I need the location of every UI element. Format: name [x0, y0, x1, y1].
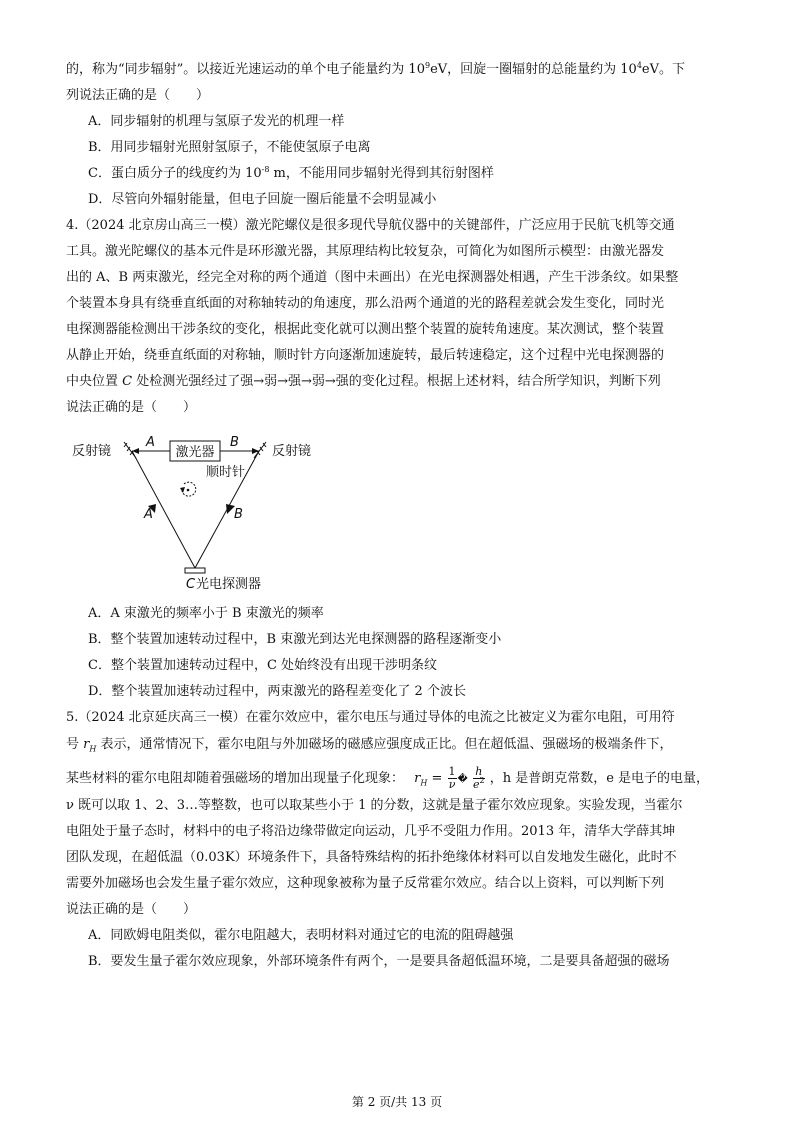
q5-stem-line-8: 说法正确的是（ ） — [66, 902, 197, 917]
q5-stem-line-3 — [66, 766, 730, 792]
fraction-h-over-e2 — [473, 766, 485, 791]
q5-stem-line-7: 需要外加磁场也会发生量子霍尔效应，这种现象被称为量子反常霍尔效应。结合以上资料，可以判断下列 — [66, 876, 665, 891]
q5-stem-line-4: ν 既可以取 1、2、3…等整数，也可以取某些小于 1 的分数，这就是量子霍尔效应现象。实验发现，当霍尔 — [66, 798, 683, 813]
formula-r: r — [414, 771, 421, 786]
numerator: 1 — [448, 766, 456, 778]
q3-option-b: B．用同步辐射光照射氢原子，不能使氢原子电离 — [88, 140, 371, 155]
formula-equals: = — [427, 771, 447, 786]
q4-option-c: C．整个装置加速转动过程中，C 处始终没有出现干涉明条纹 — [88, 658, 438, 673]
text-segment: 号 — [66, 737, 84, 752]
text-segment: C — [122, 374, 133, 389]
q3-option-d: D．尽管向外辐射能量，但电子回旋一圈后能量不会明显减小 — [88, 192, 437, 207]
q5-option-b: B．要发生量子霍尔效应现象，外部环境条件有两个，一是要具备超低温环境，二是要具备超强的磁场 — [88, 954, 670, 969]
page-number-footer: 第 2 页/共 13 页 — [351, 1095, 443, 1109]
q4-stem-line-6: 从静止开始，绕垂直纸面的对称轴，顺时针方向逐渐加速旋转，最后转速稳定，这个过程中光电探测器的 — [66, 348, 665, 363]
text-segment: m，不能用同步辐射光得到其衍射图样 — [269, 166, 494, 181]
mirror-left-label: 反射镜 — [72, 444, 112, 459]
text-segment: eV。下 — [641, 62, 686, 77]
clockwise-rotation-icon — [180, 482, 196, 496]
q3-option-c — [88, 165, 728, 183]
detector-letter: C — [186, 577, 196, 592]
text-segment: 表示，通常情况下，霍尔电阻与外加磁场的磁感应强度成正比。但在超低温、强磁场的极端条件下， — [96, 737, 673, 752]
exponent: 9 — [424, 61, 431, 70]
fraction-one-over-nu — [448, 766, 457, 791]
q3-stem-line-2: 列说法正确的是（ ） — [66, 88, 210, 103]
q4-stem-line-5: 电探测器能检测出干涉条纹的变化，根据此变化就可以测出整个装置的旋转角速度。某次测试，整个装置 — [66, 322, 665, 337]
formula-dot: � — [457, 774, 468, 785]
q5-stem-line-2 — [66, 736, 730, 759]
beam-b-label-top: B — [230, 435, 239, 450]
q5-option-a: A．同欧姆电阻类似，霍尔电阻越大，表明材料对通过它的电流的阻碍越强 — [88, 928, 514, 943]
text-segment: eV，回旋一圈辐射的总能量约为 10 — [430, 62, 637, 77]
denominator-exponent: 2 — [479, 776, 485, 785]
rotation-label: 顺时针 — [206, 465, 246, 480]
denominator — [472, 776, 485, 791]
hall-resistance-formula — [414, 766, 490, 791]
q5-stem-line-5: 电阻处于量子态时，材料中的电子将沿边缘带做定向运动，几乎不受阻力作用。2013 年，清华大学薛其坤 — [66, 824, 676, 839]
q4-stem-line-1: 4.（2024 北京房山高三一模）激光陀螺仪是很多现代导航仪器中的关键部件，广泛应用于民航飞机等交通 — [66, 218, 675, 233]
mirror-right-label: 反射镜 — [272, 444, 312, 459]
q4-option-b: B．整个装置加速转动过程中，B 束激光到达光电探测器的路程逐渐变小 — [88, 632, 502, 647]
denominator-base: e — [472, 778, 480, 791]
q4-option-d: D．整个装置加速转动过程中，两束激光的路程差变化了 2 个波长 — [88, 684, 466, 699]
q3-stem-line-1 — [66, 61, 730, 79]
beam-a-label-side: A — [144, 507, 153, 522]
q4-stem-line-2: 工具。激光陀螺仪的基本元件是环形激光器，其原理结构比较复杂，可简化为如图所示模型：由激光器发 — [66, 244, 665, 259]
beam-a-label-top: A — [146, 435, 155, 450]
q5-stem-line-6: 团队发现，在超低温（0.03K）环境条件下，具备特殊结构的拓扑绝缘体材料可以自发地发生磁化，此时不 — [66, 850, 677, 865]
text-segment: ，h 是普朗克常数，e 是电子的电量， — [489, 771, 710, 786]
detector-label: 光电探测器 — [196, 577, 262, 592]
q4-stem-line-4: 个装置本身具有绕垂直纸面的对称轴转动的角速度，那么沿两个通道的光的路程差就会发生变化，同时光 — [66, 296, 665, 311]
denominator: ν — [448, 778, 456, 791]
q5-stem-line-1: 5.（2024 北京延庆高三一模）在霍尔效应中，霍尔电压与通过导体的电流之比被定义为霍尔电阻，可用符 — [66, 710, 675, 725]
text-segment: 某些材料的霍尔电阻却随着强磁场的增加出现量子化现象： — [66, 771, 405, 786]
q4-stem-line-3: 出的 A、B 两束激光，经完全对称的两个通道（图中未画出）在光电探测器处相遇，产生干涉条纹。如果整 — [66, 270, 679, 285]
text-segment: 中央位置 — [66, 374, 123, 389]
text-segment: 的，称为“同步辐射”。以接近光速运动的单个电子能量约为 10 — [66, 62, 425, 77]
formula-subscript: H — [420, 778, 428, 788]
symbol-r: r — [83, 737, 90, 752]
beam-a-diagonal — [132, 451, 195, 568]
text-segment: 处检测光强经过了强→弱→强→弱→强的变化过程。根据上述材料，结合所学知识，判断下列 — [132, 374, 661, 389]
detector-box — [185, 568, 205, 573]
mirror-right-hatch — [254, 442, 266, 458]
laser-label: 激光器 — [175, 445, 215, 460]
subscript-h: H — [89, 744, 97, 754]
q4-option-a: A．A 束激光的频率小于 B 束激光的频率 — [88, 606, 324, 621]
q4-stem-line-7 — [66, 373, 730, 391]
q3-option-a: A．同步辐射的机理与氢原子发光的机理一样 — [88, 114, 345, 129]
exponent: 4 — [636, 61, 642, 70]
numerator: h — [473, 766, 485, 779]
exponent: -8 — [261, 165, 270, 174]
text-segment: C．蛋白质分子的线度约为 10 — [88, 166, 262, 181]
q4-stem-line-8: 说法正确的是（ ） — [66, 400, 197, 415]
beam-b-label-side: B — [234, 507, 243, 522]
laser-gyroscope-diagram — [66, 430, 336, 598]
